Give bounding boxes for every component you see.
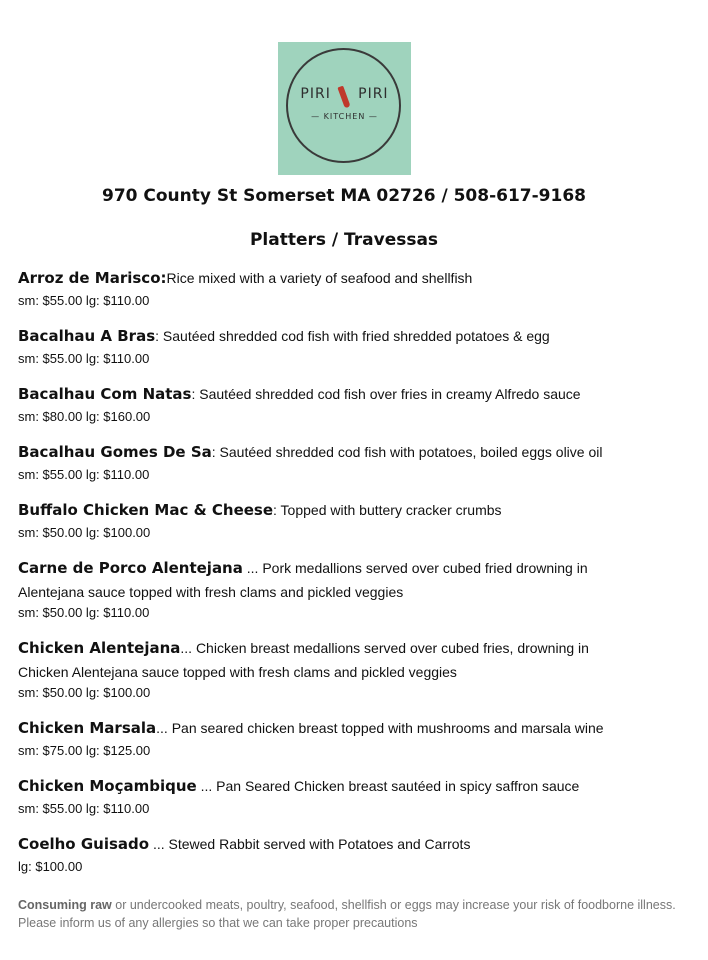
- menu-item-price: sm: $80.00 lg: $160.00: [18, 409, 151, 424]
- disclaimer-bold: Consuming raw: [18, 898, 112, 912]
- menu-item-name: Buffalo Chicken Mac & Cheese: [18, 501, 274, 519]
- menu-item-name: Bacalhau Gomes De Sa: [18, 443, 212, 461]
- menu-item-description: : Sautéed shredded cod fish over fries in creamy Alfredo sauce: [191, 386, 581, 402]
- menu-item: [18, 441, 694, 485]
- menu-item-line: [18, 637, 694, 661]
- menu-item-price: sm: $50.00 lg: $100.00: [18, 685, 151, 700]
- restaurant-logo: [278, 42, 411, 175]
- menu-item-description-continued: Alentejana sauce topped with fresh clams and pickled veggies: [18, 584, 404, 600]
- menu-item: [18, 557, 694, 623]
- section-title: Platters / Travessas: [249, 230, 439, 250]
- menu-item-name: Bacalhau Com Natas: [18, 385, 192, 403]
- menu-item-name: Coelho Guisado: [18, 835, 150, 853]
- menu-item: [18, 717, 694, 761]
- menu-item-description: ... Pan Seared Chicken breast sautéed in spicy saffron sauce: [196, 778, 580, 794]
- menu-item-line: [18, 325, 694, 349]
- menu-item: [18, 775, 694, 819]
- menu-item-description: ... Pork medallions served over cubed fried drowning in: [242, 560, 588, 576]
- menu-item-line: [18, 717, 694, 741]
- logo-word-left: PIRI: [300, 86, 331, 102]
- menu-item-line: [18, 833, 694, 857]
- menu-item: [18, 267, 694, 311]
- menu-item-description: : Sautéed shredded cod fish with potatoes, boiled eggs olive oil: [211, 444, 603, 460]
- logo-word-right: PIRI: [358, 86, 389, 102]
- menu-item-price: sm: $50.00 lg: $110.00: [18, 605, 150, 620]
- menu-item-line: [18, 775, 694, 799]
- disclaimer-text: or undercooked meats, poultry, seafood, shellfish or eggs may increase your risk of foodborne illness. Please inform us of any allergies so that we can take proper precautions: [18, 898, 676, 930]
- menu-item-name: Carne de Porco Alentejana: [18, 559, 243, 577]
- menu-item-name: Arroz de Marisco:: [18, 269, 167, 287]
- menu-item-description: : Sautéed shredded cod fish with fried shredded potatoes & egg: [155, 328, 550, 344]
- menu-item-price: sm: $55.00 lg: $110.00: [18, 293, 150, 308]
- menu-item-name: Chicken Alentejana: [18, 639, 181, 657]
- menu-item-line: [18, 499, 694, 523]
- menu-item-description-continued: Chicken Alentejana sauce topped with fresh clams and pickled veggies: [18, 664, 457, 680]
- menu-item-line: [18, 383, 694, 407]
- menu-item-price: sm: $50.00 lg: $100.00: [18, 525, 151, 540]
- menu-item: [18, 499, 694, 543]
- menu-item-price: sm: $75.00 lg: $125.00: [18, 743, 151, 758]
- menu-item-description: : Topped with buttery cracker crumbs: [273, 502, 502, 518]
- logo-subtitle: — KITCHEN —: [311, 112, 378, 121]
- menu-item-line: [18, 441, 694, 465]
- menu-item: [18, 325, 694, 369]
- menu-list: [18, 267, 694, 891]
- menu-item-line: [18, 557, 694, 581]
- menu-item-price: lg: $100.00: [18, 859, 83, 874]
- menu-item-name: Bacalhau A Bras: [18, 327, 156, 345]
- restaurant-address: 970 County St Somerset MA 02726 / 508-617-9168: [101, 186, 586, 206]
- menu-item-description: ... Stewed Rabbit served with Potatoes and Carrots: [149, 836, 471, 852]
- menu-item-name: Chicken Marsala: [18, 719, 157, 737]
- menu-item-description: ... Chicken breast medallions served over cubed fries, drowning in: [180, 640, 589, 656]
- menu-item-description: ... Pan seared chicken breast topped with mushrooms and marsala wine: [156, 720, 604, 736]
- menu-item-price: sm: $55.00 lg: $110.00: [18, 467, 150, 482]
- menu-item: [18, 637, 694, 703]
- menu-item-line: [18, 267, 694, 291]
- menu-item: [18, 383, 694, 427]
- logo-sub-text: KITCHEN: [323, 112, 366, 121]
- menu-item-description: Rice mixed with a variety of seafood and shellfish: [166, 270, 473, 286]
- menu-item-name: Chicken Moçambique: [18, 777, 197, 795]
- menu-item-price: sm: $55.00 lg: $110.00: [18, 801, 150, 816]
- allergy-disclaimer: [18, 896, 690, 932]
- menu-item-price: sm: $55.00 lg: $110.00: [18, 351, 150, 366]
- menu-item: [18, 833, 694, 877]
